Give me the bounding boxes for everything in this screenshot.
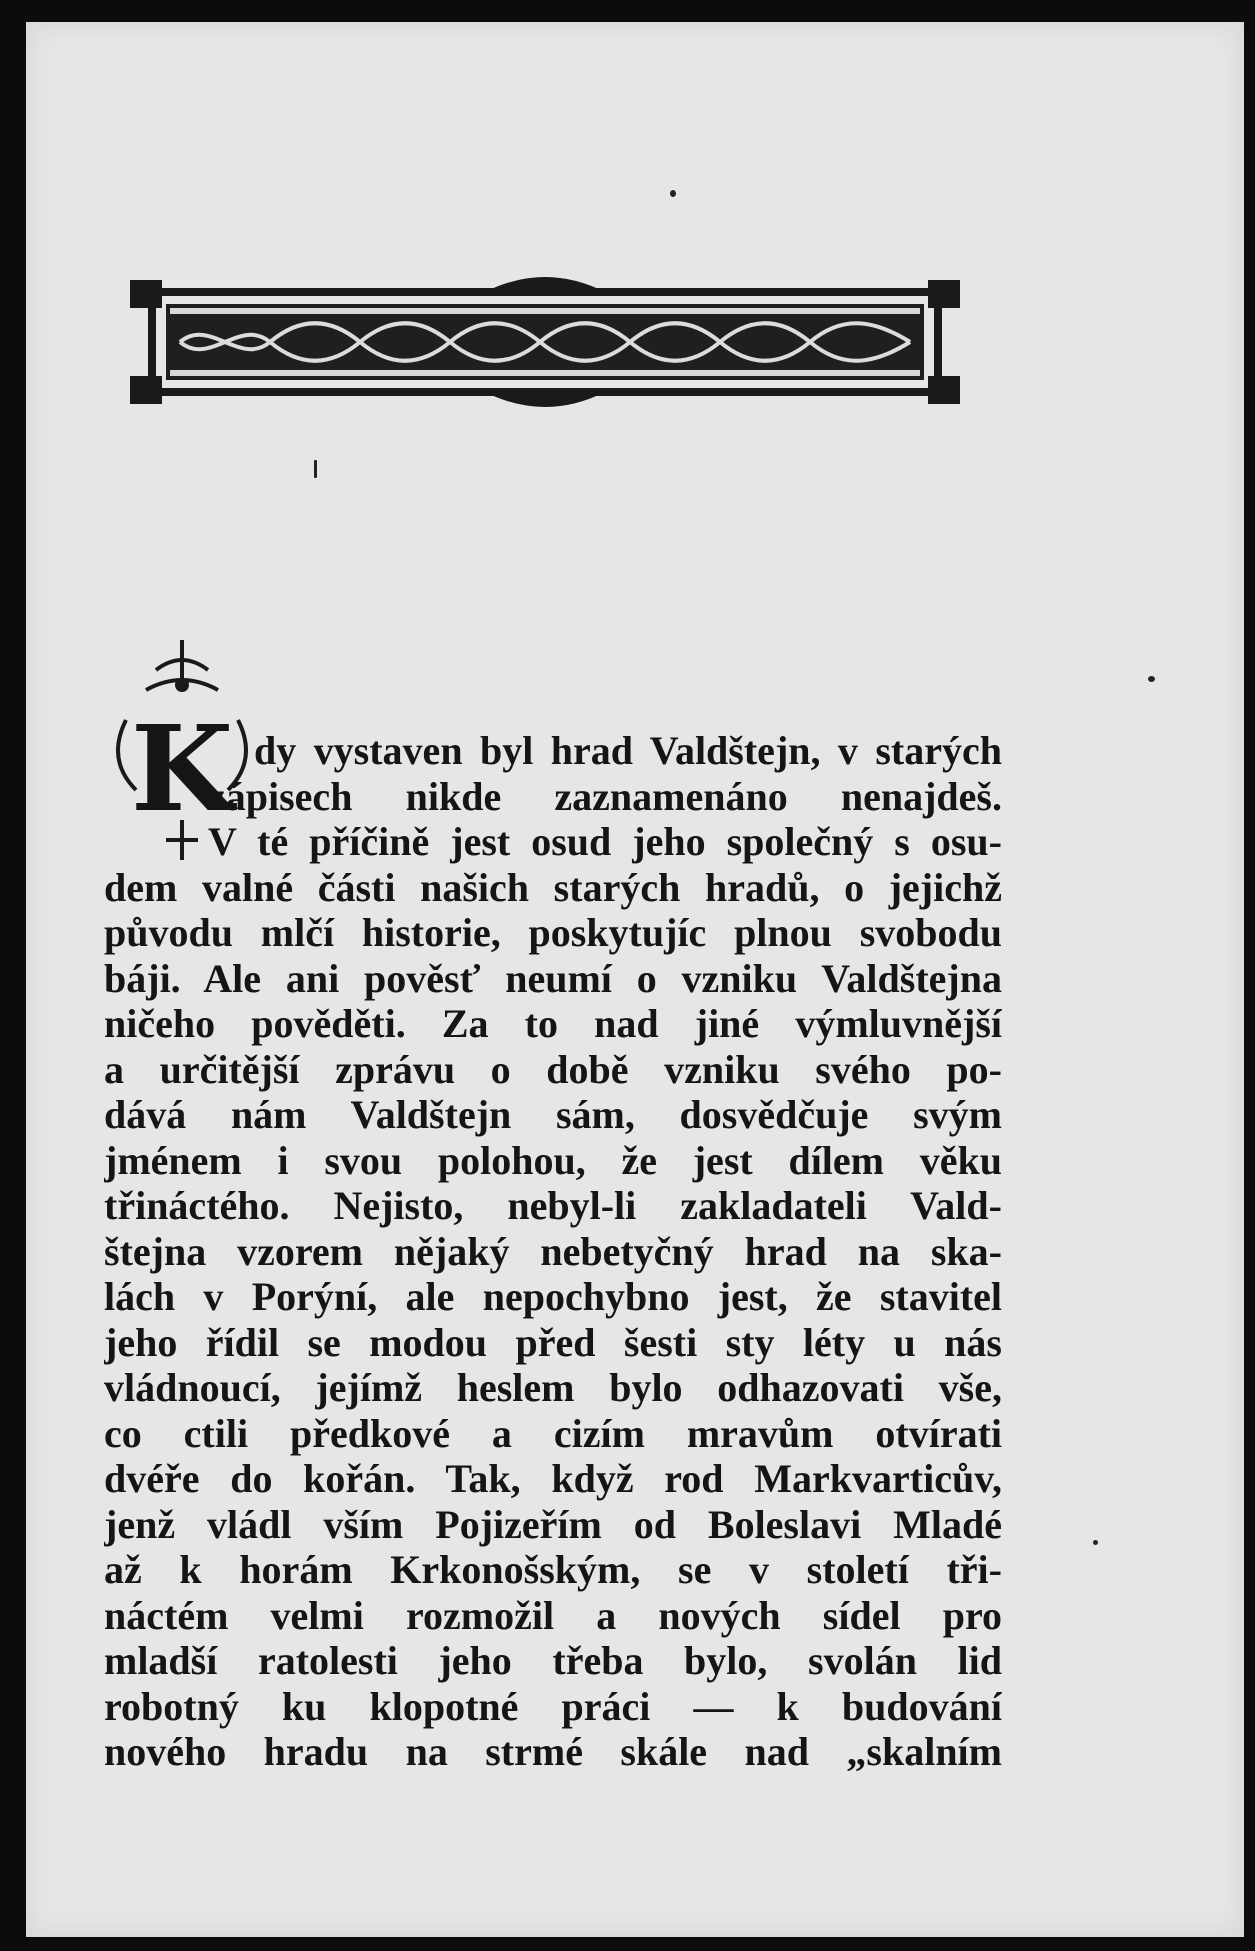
text-line: až k horám Krkonošským, se v století tři- (104, 1547, 1002, 1592)
body-text (104, 728, 1002, 1775)
text-line: V té příčině jest osud jeho společný s osu- (208, 819, 1002, 864)
text-line: mladší ratolesti jeho třeba bylo, svolán lid (104, 1638, 1002, 1683)
text-line: a určitější zprávu o době vzniku svého po- (104, 1046, 1002, 1092)
text-line: robotný ku klopotné práci — k budování (104, 1683, 1002, 1729)
text-line: dvéře do kořán. Tak, když rod Markvarticův, (104, 1456, 1002, 1501)
text-line: náctém velmi rozmožil a nových sídel pro (104, 1592, 1002, 1638)
text-line: původu mlčí historie, poskytujíc plnou svobodu (104, 910, 1002, 955)
text-line: dy vystaven byl hrad Valdštejn, v starých (254, 728, 1002, 773)
text-line: nového hradu na strmé skále nad „skalním (104, 1729, 1002, 1774)
paper-speck (1148, 676, 1155, 682)
text-line: zápisech nikde zaznamenáno nenajdeš. (208, 773, 1002, 819)
text-line: třináctého. Nejisto, nebyl-li zakladateli Vald- (104, 1183, 1002, 1228)
text-line: vládnoucí, jejímž heslem bylo odhazovati vše, (104, 1365, 1002, 1410)
paper-speck (1093, 1540, 1098, 1545)
text-line: jeho řídil se modou před šesti sty léty u nás (104, 1319, 1002, 1365)
text-line: dává nám Valdštejn sám, dosvědčuje svým (104, 1092, 1002, 1137)
text-line: štejna vzorem nějaký nebetyčný hrad na ska- (104, 1228, 1002, 1274)
paper-speck (670, 190, 676, 197)
text-line: jenž vládl vším Pojizeřím od Boleslavi Mladé (104, 1501, 1002, 1547)
initial-letter: K (130, 699, 234, 838)
paper-speck (314, 460, 317, 478)
decorative-headpiece (130, 262, 960, 450)
text-line: ničeho pověděti. Za to nad jiné výmluvnější (104, 1001, 1002, 1046)
text-line: lách v Porýní, ale nepochybno jest, že stavitel (104, 1274, 1002, 1319)
text-line: co ctili předkové a cizím mravům otvírati (104, 1410, 1002, 1456)
text-line: jménem i svou polohou, že jest dílem věku (104, 1137, 1002, 1183)
text-line: dem valné části našich starých hradů, o jejichž (104, 864, 1002, 910)
text-line: báji. Ale ani pověsť neumí o vzniku Valdštejna (104, 955, 1002, 1001)
